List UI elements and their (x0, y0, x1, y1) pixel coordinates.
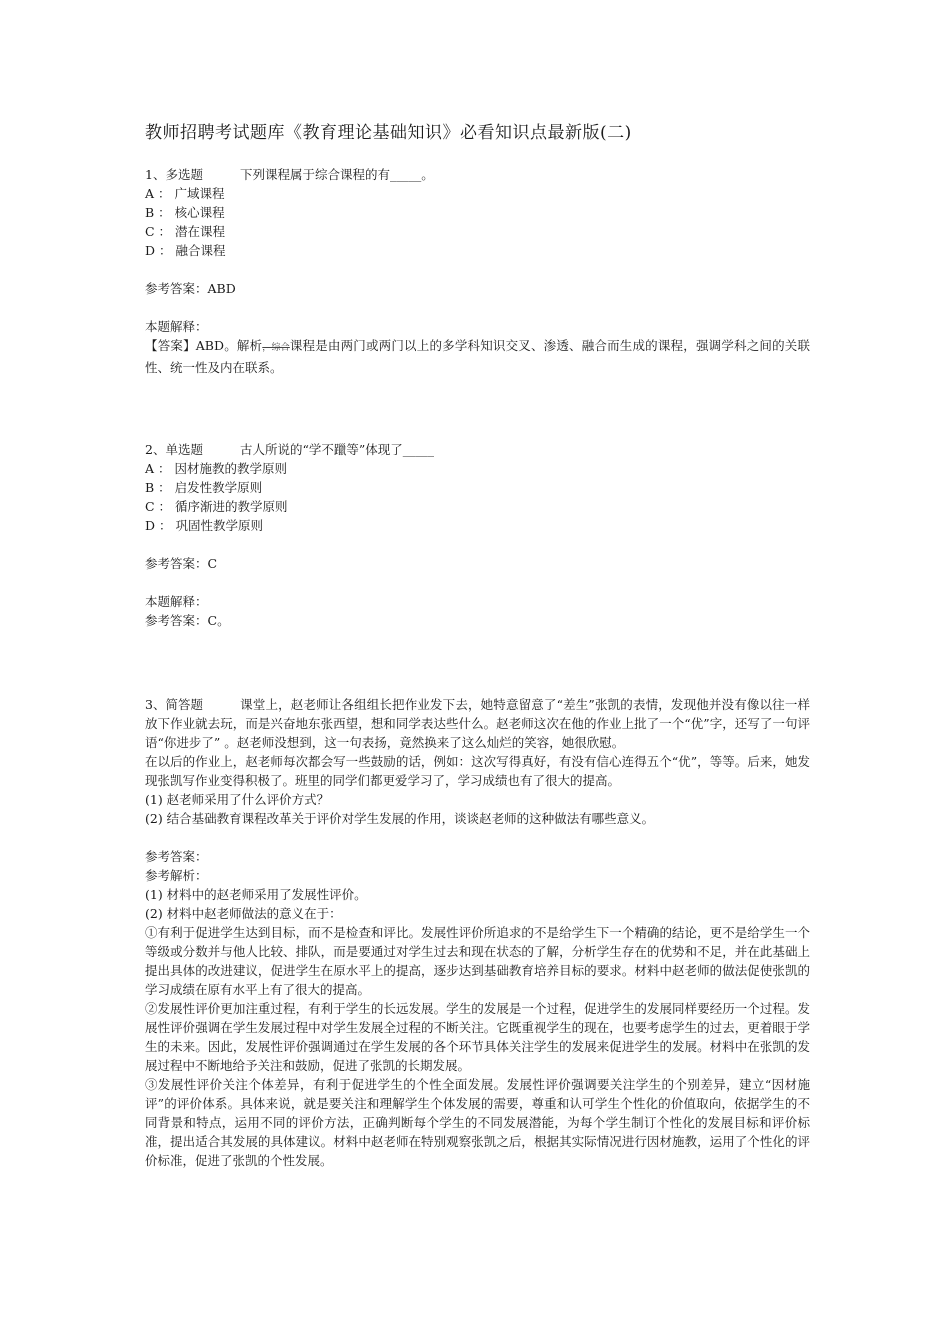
option-d: D ： 巩固性教学原则 (145, 518, 263, 533)
option-d: D ： 融合课程 (145, 243, 226, 258)
question-stem: 课堂上，赵老师让各组组长把作业发下去，她特意留意了“差生”张凯的表情，发现他并没有像以往一样放下作业就去玩，而是兴奋地东张西望，想和同学表达些什么。赵老师这次在他的作业上批了一个“优”字，还写了一句评语“你进步了” 。赵老师没想到，这一句表扬，竟然换来了这么灿烂的笑容，她很欣慰。 (145, 697, 810, 750)
question-3 (145, 695, 810, 1170)
explanation-label: 本题解释： (145, 319, 208, 334)
option-c: C ： 潜在课程 (145, 224, 226, 239)
document-title: 教师招聘考试题库《教育理论基础知识》必看知识点最新版(二) (145, 123, 632, 143)
option-c: C ： 循序渐进的教学原则 (145, 499, 288, 514)
analysis-point-1: ①有利于促进学生达到目标，而不是检查和评比。发展性评价所追求的不是给学生下一个精确的结论，更不是给学生一个等级或分数并与他人比较、排队，而是要通过对学生过去和现在状态的了解，分析学生存在的优势和不足，并在此基础上提出具体的改进建议，促进学生在原水平上的提高，逐步达到基础教育培养目标的要求。材料中赵老师的做法促使张凯的学习成绩在原有水平上有了很大的提高。 (145, 925, 810, 997)
question-2 (145, 440, 810, 630)
explanation-text (145, 336, 810, 377)
option-b: B ： 核心课程 (145, 205, 225, 220)
explanation-text: 参考答案：C。 (145, 613, 230, 628)
answer-1: (1) 材料中的赵老师采用了发展性评价。 (145, 887, 367, 902)
option-a: A ： 因材施教的教学原则 (145, 461, 287, 476)
explanation-label: 本题解释： (145, 594, 208, 609)
analysis-point-2: ②发展性评价更加注重过程，有利于学生的长远发展。学生的发展是一个过程，促进学生的发展同样要经历一个过程。发展性评价强调在学生发展过程中对学生发展全过程的不断关注。它既重视学生的现在，也要考虑学生的过去，更着眼于学生的未来。因此，发展性评价强调通过在学生发展的各个环节具体关注学生的发展来促进学生的发展。材料中在张凯的发展过程中不断地给予关注和鼓励，促进了张凯的长期发展。 (145, 1001, 810, 1073)
question-type: 2、单选题 (145, 442, 203, 457)
sub-question-2: (2) 结合基础教育课程改革关于评价对学生发展的作用，谈谈赵老师的这种做法有哪些意义。 (145, 811, 655, 826)
reference-answer: 参考答案： (145, 849, 208, 864)
explanation-part: 【答案】ABD。解析 (145, 338, 263, 353)
analysis-label: 参考解析： (145, 868, 208, 883)
question-header (145, 165, 810, 184)
sub-question-1: (1) 赵老师采用了什么评价方式？ (145, 792, 330, 807)
option-b: B ： 启发性教学原则 (145, 480, 263, 495)
reference-answer: 参考答案：C (145, 556, 218, 571)
question-type: 1、多选题 (145, 167, 203, 182)
question-stem-continued: 在以后的作业上，赵老师每次都会写一些鼓励的话，例如：这次写得真好，有没有信心连得五个“优”，等等。后来，她发现张凯写作业变得积极了。班里的同学们都更爱学习了，学习成绩也有了很大的提高。 (145, 754, 810, 788)
reference-answer: 参考答案：ABD (145, 281, 236, 296)
struck-text: ，综合 (262, 343, 290, 353)
question-stem: 下列课程属于综合课程的有_____。 (240, 167, 434, 182)
option-a: A ： 广域课程 (145, 186, 225, 201)
question-header (145, 695, 810, 752)
explanation-part: 课程是由两门或两门以上的多学科知识交叉、渗透、融合而生成的课程，强调学科之间的关联性、统一性及内在联系。 (145, 338, 810, 375)
question-stem: 古人所说的“学不躐等”体现了_____ (240, 442, 435, 457)
question-header (145, 440, 810, 459)
question-type: 3、简答题 (145, 697, 203, 712)
analysis-point-3: ③发展性评价关注个体差异，有利于促进学生的个性全面发展。发展性评价强调要关注学生的个别差异，建立“因材施评”的评价体系。具体来说，就是要关注和理解学生个体发展的需要，尊重和认可学生个性化的价值取向，依据学生的不同背景和特点，运用不同的评价方法，正确判断每个学生的不同发展潜能，为每个学生制订个性化的发展目标和评价标准，提出适合其发展的具体建议。材料中赵老师在特别观察张凯之后，根据其实际情况进行因材施教，运用了个性化的评价标准，促进了张凯的个性发展。 (145, 1077, 810, 1168)
question-1 (145, 165, 810, 377)
answer-2: (2) 材料中赵老师做法的意义在于： (145, 906, 342, 921)
